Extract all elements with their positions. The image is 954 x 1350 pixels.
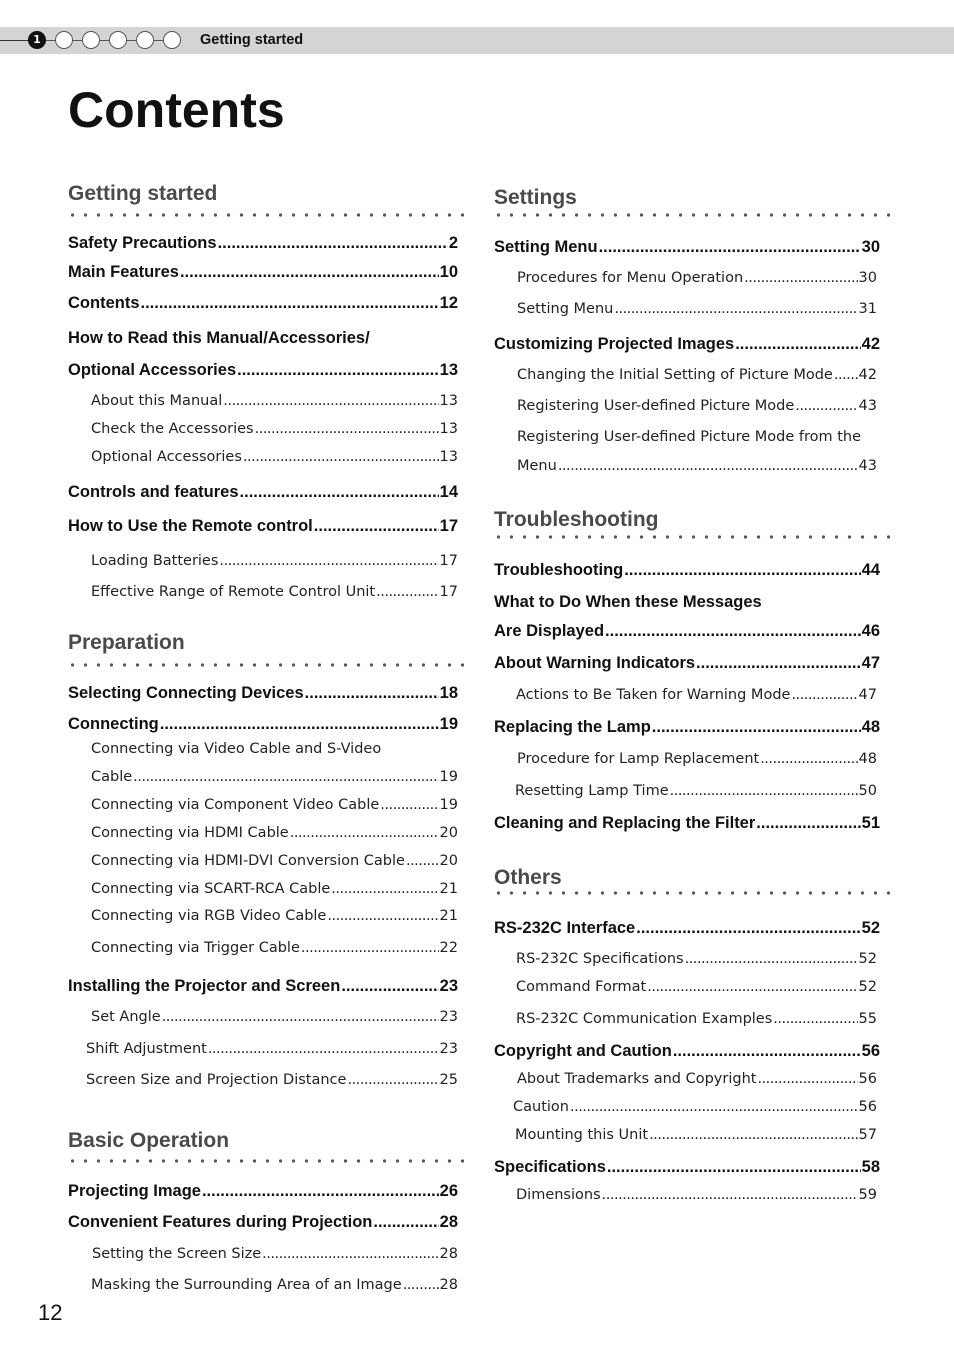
- toc-entry[interactable]: [68, 975, 458, 997]
- toc-entry-page: 28: [439, 1277, 458, 1293]
- toc-entry-page: 13: [439, 421, 458, 437]
- section-title-others: Others: [494, 866, 562, 889]
- toc-entry-title: RS-232C Communication Examples: [516, 1011, 773, 1027]
- toc-entry[interactable]: [494, 1040, 880, 1062]
- leader-dots: [327, 905, 438, 927]
- toc-entry-page: 23: [439, 977, 458, 995]
- leader-dots: [376, 581, 438, 603]
- toc-subentry[interactable]: [517, 748, 877, 770]
- toc-entry-title: What to Do When these Messages: [494, 593, 762, 611]
- toc-entry-title: Specifications: [494, 1158, 606, 1176]
- toc-entry[interactable]: [494, 559, 880, 581]
- toc-entry-page: 56: [861, 1042, 880, 1060]
- toc-subentry[interactable]: [91, 822, 458, 844]
- leader-dots: [373, 1211, 438, 1233]
- toc-entry-page: 22: [439, 940, 458, 956]
- toc-entry-title: Caution: [513, 1099, 569, 1115]
- step-circle: [136, 31, 154, 49]
- leader-dots: [403, 1274, 439, 1296]
- leader-dots: [262, 1243, 438, 1265]
- toc-subentry[interactable]: [91, 581, 458, 603]
- toc-entry-page: 19: [439, 715, 458, 733]
- toc-entry-title: Main Features: [68, 263, 179, 281]
- toc-subentry[interactable]: [517, 455, 877, 477]
- toc-entry-title: Optional Accessories: [91, 449, 242, 465]
- toc-entry-page: 55: [858, 1011, 877, 1027]
- toc-entry-title: Connecting via SCART-RCA Cable: [91, 881, 331, 897]
- leader-dots: [791, 684, 857, 706]
- toc-entry[interactable]: [68, 713, 458, 735]
- chapter-label: Getting started: [200, 32, 304, 48]
- leader-dots: [255, 418, 439, 440]
- section-dotted-rule: [66, 213, 464, 217]
- toc-entry-page: 20: [439, 853, 458, 869]
- toc-subentry[interactable]: [91, 850, 458, 872]
- toc-entry-title: Troubleshooting: [494, 561, 624, 579]
- toc-entry-page: 28: [439, 1213, 458, 1231]
- toc-entry[interactable]: [494, 591, 880, 613]
- toc-entry-title: Actions to Be Taken for Warning Mode: [516, 687, 791, 703]
- toc-entry-page: 52: [861, 919, 880, 937]
- step-circle: [55, 31, 73, 49]
- toc-subentry[interactable]: [92, 1243, 458, 1265]
- leader-dots: [570, 1096, 858, 1118]
- leader-dots: [607, 1156, 861, 1178]
- leader-dots: [202, 1180, 439, 1202]
- toc-entry-page: 31: [858, 301, 877, 317]
- toc-entry-title: Setting Menu: [494, 238, 598, 256]
- toc-subentry[interactable]: [516, 1184, 877, 1206]
- leader-dots: [162, 1006, 439, 1028]
- toc-entry-title: Replacing the Lamp: [494, 718, 651, 736]
- leader-dots: [735, 333, 860, 355]
- toc-entry-page: 13: [439, 449, 458, 465]
- toc-entry-page: 20: [439, 825, 458, 841]
- leader-dots: [243, 446, 439, 468]
- toc-entry-page: 21: [439, 908, 458, 924]
- leader-dots: [760, 748, 857, 770]
- toc-entry[interactable]: [68, 359, 458, 381]
- leader-dots: [223, 390, 438, 412]
- toc-subentry[interactable]: [515, 780, 877, 802]
- toc-subentry[interactable]: [91, 738, 458, 760]
- toc-entry-page: 30: [858, 270, 877, 286]
- section-dotted-rule: [66, 1159, 464, 1163]
- toc-entry-page: 47: [861, 654, 880, 672]
- leader-dots: [347, 1069, 438, 1091]
- toc-entry-title: Command Format: [516, 979, 647, 995]
- toc-entry-page: 52: [858, 979, 877, 995]
- toc-entry-page: 13: [439, 393, 458, 409]
- toc-entry-page: 47: [858, 687, 877, 703]
- toc-entry[interactable]: [68, 481, 458, 503]
- leader-dots: [773, 1008, 857, 1030]
- toc-entry-title: Mounting this Unit: [515, 1127, 649, 1143]
- leader-dots: [673, 1040, 861, 1062]
- leader-dots: [133, 766, 438, 788]
- toc-entry-page: 52: [858, 951, 877, 967]
- leader-dots: [208, 1038, 439, 1060]
- toc-entry-title: Changing the Initial Setting of Picture Mode: [517, 367, 833, 383]
- toc-entry-page: 51: [861, 814, 880, 832]
- toc-subentry[interactable]: [515, 1124, 877, 1146]
- toc-entry-page: 56: [858, 1099, 877, 1115]
- section-title-preparation: Preparation: [68, 631, 185, 654]
- toc-subentry[interactable]: [516, 1008, 877, 1030]
- leader-dots: [301, 937, 439, 959]
- leader-dots: [341, 975, 438, 997]
- toc-entry-page: 50: [858, 783, 877, 799]
- leader-dots: [160, 713, 439, 735]
- toc-entry-page: 23: [439, 1041, 458, 1057]
- toc-entry[interactable]: [68, 515, 458, 537]
- toc-entry-title: Connecting via Component Video Cable: [91, 797, 380, 813]
- toc-entry-title: Connecting via HDMI-DVI Conversion Cable: [91, 853, 405, 869]
- toc-subentry[interactable]: [91, 878, 458, 900]
- leader-dots: [834, 364, 858, 386]
- toc-entry-title: Connecting via RGB Video Cable: [91, 908, 327, 924]
- leader-dots: [624, 559, 860, 581]
- toc-entry-page: 44: [861, 561, 880, 579]
- toc-entry-page: 21: [439, 881, 458, 897]
- toc-entry-title: Effective Range of Remote Control Unit: [91, 584, 376, 600]
- toc-entry-page: 48: [861, 718, 880, 736]
- toc-entry-title: Optional Accessories: [68, 361, 237, 379]
- toc-subentry[interactable]: [517, 1068, 877, 1090]
- toc-entry[interactable]: [494, 1156, 880, 1178]
- toc-entry-title: Menu: [517, 458, 557, 474]
- toc-subentry[interactable]: [517, 298, 877, 320]
- toc-entry[interactable]: [68, 1180, 458, 1202]
- toc-entry-title: Setting the Screen Size: [92, 1246, 262, 1262]
- toc-entry-title: Are Displayed: [494, 622, 605, 640]
- leader-dots: [240, 481, 439, 503]
- toc-subentry[interactable]: [91, 390, 458, 412]
- toc-entry-title: Selecting Connecting Devices: [68, 684, 304, 702]
- toc-subentry[interactable]: [86, 1069, 458, 1091]
- toc-entry-title: Cleaning and Replacing the Filter: [494, 814, 756, 832]
- toc-entry-page: 10: [439, 263, 458, 281]
- toc-entry-page: 19: [439, 797, 458, 813]
- toc-entry-title: Check the Accessories: [91, 421, 254, 437]
- toc-entry-page: 17: [439, 584, 458, 600]
- toc-subentry[interactable]: [517, 395, 877, 417]
- chapter-header-bar: [0, 27, 954, 54]
- toc-entry-title: Contents: [68, 294, 140, 312]
- section-title-settings: Settings: [494, 186, 577, 209]
- toc-entry-page: 58: [861, 1158, 880, 1176]
- toc-entry-page: 26: [439, 1182, 458, 1200]
- toc-entry-title: RS-232C Interface: [494, 919, 636, 937]
- leader-dots: [649, 1124, 857, 1146]
- toc-entry-title: Set Angle: [91, 1009, 161, 1025]
- toc-subentry[interactable]: [513, 1096, 877, 1118]
- leader-dots: [219, 550, 438, 572]
- toc-subentry[interactable]: [91, 1006, 458, 1028]
- toc-entry-page: 18: [439, 684, 458, 702]
- toc-entry-page: 2: [448, 234, 458, 252]
- toc-entry-title: Connecting via Video Cable and S-Video: [91, 741, 382, 757]
- section-dotted-rule: [66, 663, 464, 667]
- toc-entry-title: Dimensions: [516, 1187, 601, 1203]
- toc-entry-title: About Trademarks and Copyright: [517, 1071, 757, 1087]
- section-title-basic-operation: Basic Operation: [68, 1129, 230, 1152]
- leader-dots: [602, 1184, 858, 1206]
- leader-dots: [744, 267, 857, 289]
- leader-dots: [757, 1068, 857, 1090]
- leader-dots: [614, 298, 857, 320]
- section-title-getting-started: Getting started: [68, 182, 218, 205]
- leader-dots: [670, 780, 858, 802]
- toc-entry[interactable]: [494, 620, 880, 642]
- toc-entry-title: Procedure for Lamp Replacement: [517, 751, 760, 767]
- toc-subentry[interactable]: [91, 905, 458, 927]
- step-circle: [109, 31, 127, 49]
- leader-dots: [180, 261, 439, 283]
- toc-entry[interactable]: [494, 917, 880, 939]
- section-dotted-rule: [492, 891, 890, 895]
- leader-dots: [605, 620, 861, 642]
- leader-dots: [636, 917, 860, 939]
- toc-entry-page: 13: [439, 361, 458, 379]
- toc-entry-page: 28: [439, 1246, 458, 1262]
- leader-dots: [380, 794, 438, 816]
- section-dotted-rule: [492, 213, 890, 217]
- toc-entry-title: How to Read this Manual/Accessories/: [68, 329, 370, 347]
- toc-entry-title: Registering User-defined Picture Mode: [517, 398, 795, 414]
- toc-entry-page: 43: [858, 398, 877, 414]
- toc-entry-page: 25: [439, 1072, 458, 1088]
- toc-entry-page: 59: [858, 1187, 877, 1203]
- step-circle: [82, 31, 100, 49]
- toc-entry-page: 56: [858, 1071, 877, 1087]
- toc-subentry[interactable]: [517, 364, 877, 386]
- toc-subentry[interactable]: [91, 446, 458, 468]
- toc-entry-title: About Warning Indicators: [494, 654, 696, 672]
- leader-dots: [290, 822, 439, 844]
- toc-entry-title: How to Use the Remote control: [68, 517, 313, 535]
- toc-subentry[interactable]: [91, 550, 458, 572]
- leader-dots: [599, 236, 861, 258]
- toc-subentry[interactable]: [91, 418, 458, 440]
- toc-entry-page: 23: [439, 1009, 458, 1025]
- toc-subentry[interactable]: [516, 948, 877, 970]
- page-number: 12: [38, 1300, 63, 1325]
- step-circle-active: 1: [28, 31, 46, 49]
- toc-entry[interactable]: [68, 1211, 458, 1233]
- toc-entry-title: Controls and features: [68, 483, 239, 501]
- toc-entry-title: Loading Batteries: [91, 553, 219, 569]
- toc-subentry[interactable]: [517, 426, 880, 448]
- toc-entry-page: 42: [858, 367, 877, 383]
- toc-entry-page: 17: [439, 553, 458, 569]
- leader-dots: [685, 948, 858, 970]
- page-title: Contents: [68, 82, 285, 138]
- toc-entry-title: Screen Size and Projection Distance: [86, 1072, 347, 1088]
- chapter-step-indicator: [28, 31, 181, 49]
- leader-dots: [652, 716, 861, 738]
- toc-entry-title: Convenient Features during Projection: [68, 1213, 373, 1231]
- toc-entry-page: 43: [858, 458, 877, 474]
- toc-entry[interactable]: [494, 333, 880, 355]
- toc-entry[interactable]: [68, 232, 458, 254]
- toc-entry-title: Installing the Projector and Screen: [68, 977, 341, 995]
- toc-entry-page: 30: [861, 238, 880, 256]
- toc-entry-title: Registering User-defined Picture Mode from the: [517, 429, 862, 445]
- toc-entry-page: 46: [861, 622, 880, 640]
- toc-subentry[interactable]: [91, 766, 458, 788]
- toc-entry-page: 12: [439, 294, 458, 312]
- toc-entry-title: Projecting Image: [68, 1182, 201, 1200]
- toc-entry-title: Procedures for Menu Operation: [517, 270, 744, 286]
- toc-subentry[interactable]: [517, 267, 877, 289]
- toc-entry-page: 57: [858, 1127, 877, 1143]
- toc-entry-title: About this Manual: [91, 393, 223, 409]
- toc-entry-page: 42: [861, 335, 880, 353]
- toc-entry-title: Safety Precautions: [68, 234, 217, 252]
- leader-dots: [795, 395, 857, 417]
- toc-entry-title: Copyright and Caution: [494, 1042, 672, 1060]
- section-title-troubleshooting: Troubleshooting: [494, 508, 659, 531]
- leader-dots: [141, 292, 439, 314]
- toc-entry[interactable]: [494, 652, 880, 674]
- toc-entry[interactable]: [494, 812, 880, 834]
- section-dotted-rule: [492, 535, 890, 539]
- leader-dots: [305, 682, 439, 704]
- toc-entry-title: Masking the Surrounding Area of an Image: [91, 1277, 402, 1293]
- toc-entry-title: Cable: [91, 769, 133, 785]
- toc-subentry[interactable]: [91, 794, 458, 816]
- toc-entry-title: Resetting Lamp Time: [515, 783, 669, 799]
- toc-entry-page: 17: [439, 517, 458, 535]
- toc-entry[interactable]: [68, 292, 458, 314]
- leader-dots: [406, 850, 439, 872]
- leader-dots: [331, 878, 438, 900]
- toc-subentry[interactable]: [516, 976, 877, 998]
- leader-dots: [696, 652, 861, 674]
- leader-dots: [756, 812, 860, 834]
- toc-entry-title: RS-232C Specifications: [516, 951, 684, 967]
- toc-subentry[interactable]: [91, 1274, 458, 1296]
- toc-subentry[interactable]: [516, 684, 877, 706]
- leader-dots: [558, 455, 858, 477]
- toc-entry-page: 14: [439, 483, 458, 501]
- step-circle: [163, 31, 181, 49]
- toc-entry[interactable]: [68, 261, 458, 283]
- leader-dots: [218, 232, 448, 254]
- toc-entry-title: Customizing Projected Images: [494, 335, 735, 353]
- toc-entry-title: Shift Adjustment: [86, 1041, 207, 1057]
- toc-entry-title: Connecting via Trigger Cable: [91, 940, 300, 956]
- leader-dots: [237, 359, 439, 381]
- toc-entry-title: Connecting: [68, 715, 159, 733]
- toc-entry-page: 48: [858, 751, 877, 767]
- toc-subentry[interactable]: [91, 937, 458, 959]
- leader-dots: [314, 515, 439, 537]
- toc-entry[interactable]: [68, 327, 458, 349]
- toc-entry-page: 19: [439, 769, 458, 785]
- toc-entry-title: Setting Menu: [517, 301, 614, 317]
- toc-entry-title: Connecting via HDMI Cable: [91, 825, 289, 841]
- toc-entry[interactable]: [68, 682, 458, 704]
- leader-dots: [647, 976, 857, 998]
- toc-entry[interactable]: [494, 236, 880, 258]
- toc-subentry[interactable]: [86, 1038, 458, 1060]
- toc-entry[interactable]: [494, 716, 880, 738]
